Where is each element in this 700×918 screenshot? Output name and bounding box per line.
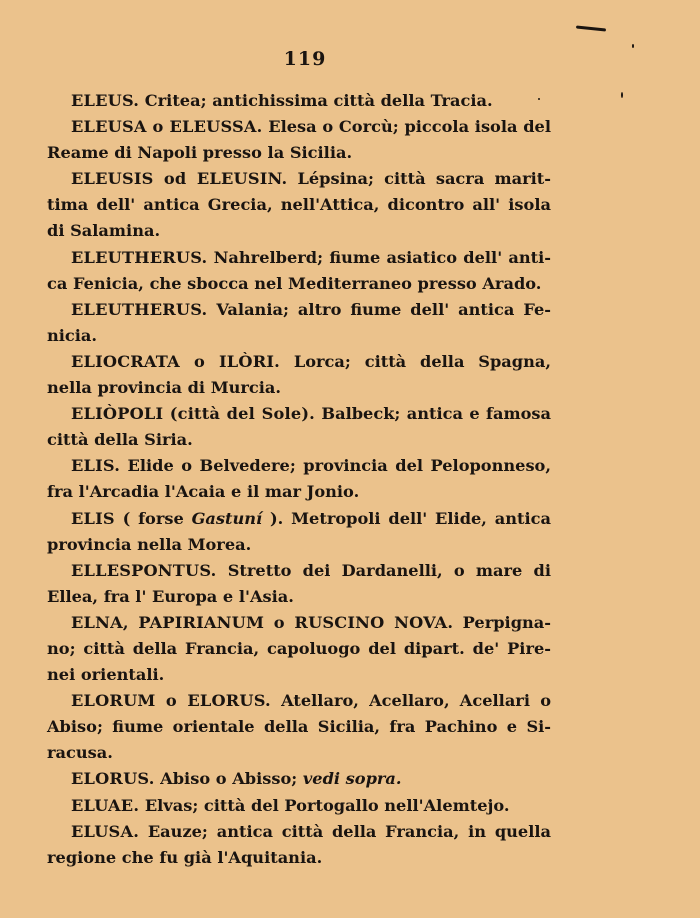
entry-text: Critea; antichissima città della Tracia.	[139, 91, 493, 110]
entry	[47, 114, 551, 166]
entry-headword: ELORUM o ELORUS.	[71, 691, 271, 711]
entry-text: Perpignano; città della Francia, capoluogo del dipart. de' Pirenei orientali.	[47, 612, 551, 685]
entry-headword: ELUSA.	[71, 821, 140, 841]
page-number: 119	[283, 48, 327, 70]
entry-headword: ELLESPONTUS.	[71, 560, 217, 580]
entry-headword: ELIS.	[71, 456, 121, 476]
entry-text: Elesa o Corcù; piccola isola del Reame di Napoli presso la Sicilia.	[47, 117, 551, 163]
entry	[47, 819, 551, 871]
entry-text: Eauze; antica città della Francia, in quella regione che fu già l'Aquitania.	[47, 821, 551, 867]
entry	[47, 297, 551, 349]
entry	[47, 245, 551, 297]
entry	[47, 766, 551, 792]
entry-headword: ELEUSA o ELEUSSA.	[71, 117, 263, 137]
entry-headword: ELEUS.	[71, 91, 140, 110]
entry-text-pre: ( forse	[114, 508, 192, 528]
entry-text: Balbeck; antica e famosa città della Siria.	[47, 404, 551, 450]
dictionary-text	[47, 88, 551, 871]
entry-text: Lépsina; città sacra marittima dell' antica Grecia, nell'Attica, dicontro all' isola di Salamina.	[47, 169, 551, 241]
entry-headword: ELNA, PAPIRIANUM o RUSCINO NOVA.	[71, 612, 454, 632]
entry-headword: ELORUS.	[71, 769, 155, 789]
entry	[47, 793, 551, 819]
entry	[47, 506, 551, 558]
ink-speck	[621, 92, 623, 98]
entry	[47, 401, 551, 453]
ink-speck	[538, 98, 540, 100]
entry-headword: ELEUTHERUS.	[71, 299, 208, 319]
entry-headword: ELEUTHERUS.	[71, 247, 208, 267]
entry-text: Stretto dei Dardanelli, o mare di Ellea, fra l' Europa e l'Asia.	[47, 560, 551, 606]
entry-text: Valania; altro fiume dell' antica Fenicia.	[47, 299, 551, 345]
entry	[47, 166, 551, 244]
entry-italic: Gastuní	[191, 508, 263, 528]
entry	[47, 558, 551, 610]
entry-text: Elide o Belvedere; provincia del Peloponneso, fra l'Arcadia l'Acaia e il mar Jonio.	[47, 456, 551, 502]
entry	[47, 88, 551, 114]
entry	[47, 349, 551, 401]
entry	[47, 610, 551, 688]
entry-headword: ELIOCRATA o ILÒRI.	[71, 351, 280, 371]
entry-text: Abiso o Abisso;	[154, 769, 303, 789]
entry-headword: ELEUSIS od ELEUSIN.	[71, 169, 288, 189]
ink-speck	[632, 44, 634, 48]
entry-headword: ELIS	[71, 508, 115, 528]
entry-text: Elvas; città del Portogallo nell'Alemtejo.	[139, 795, 510, 815]
entry-text: ). Metropoli dell' Elide, antica provincia nella Morea.	[47, 508, 551, 554]
entry-text: Atellaro, Acellaro, Acellari o Abiso; fiume orientale della Sicilia, fra Pachino e Siracusa.	[47, 691, 551, 763]
entry	[47, 688, 551, 766]
entry-headword: ELUAE.	[71, 795, 140, 815]
entry-text: Nahrelberd; fiume asiatico dell' antica Fenicia, che sbocca nel Mediterraneo presso Arado.	[47, 247, 551, 293]
entry-text: Lorca; città della Spagna, nella provincia di Murcia.	[47, 351, 551, 398]
ink-speck	[576, 25, 606, 31]
entry-headword: ELIÒPOLI (città del Sole).	[71, 404, 316, 424]
entry	[47, 453, 551, 505]
entry-italic: vedi sopra.	[302, 769, 402, 789]
